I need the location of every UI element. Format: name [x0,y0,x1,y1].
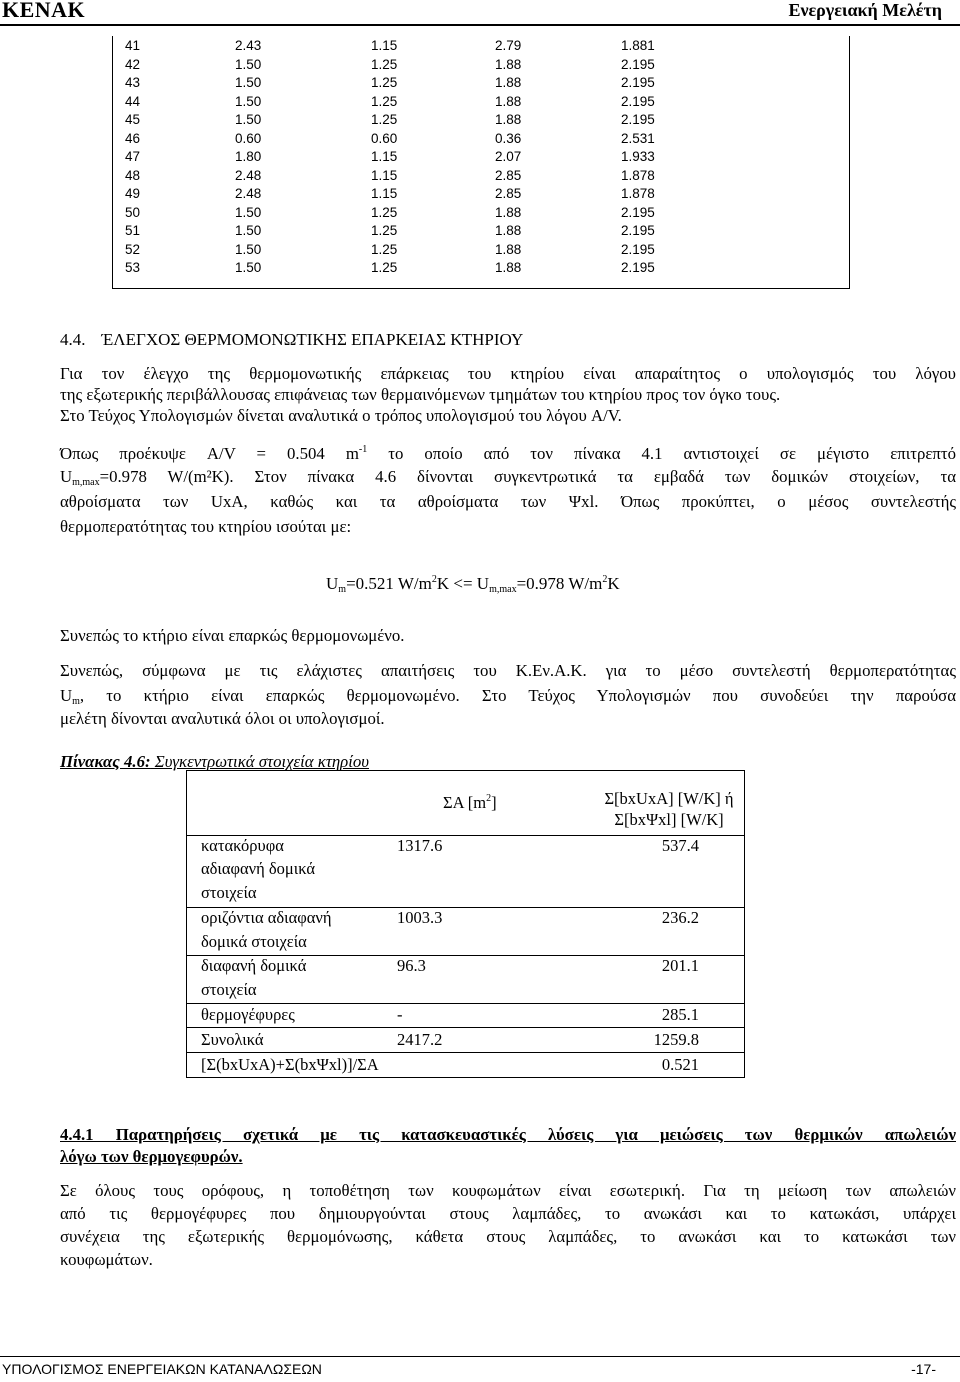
row-label: αδιαφανή δομικά [201,859,316,878]
paragraph-line: Σε όλους τους ορόφους, η τοποθέτηση των κουφωμάτων είναι εσωτερική. Για τη μείωση των απωλειών [60,1181,956,1200]
text: Όπως προέκυψε A/V = 0.504 m [60,444,359,463]
subscript: m,max [72,477,100,488]
table-row [113,38,849,57]
row-area: 1317.6 [397,836,443,855]
caption-label: Πίνακας 4.6: [60,752,151,771]
table-cell: 2.48 [235,167,262,183]
table-cell: 2.195 [621,241,655,257]
paragraph-line [60,439,956,464]
table-cell: 48 [125,167,141,183]
table-cell: 1.15 [371,38,398,53]
table-cell: 1.50 [235,241,262,257]
table-cell: 2.85 [495,167,522,183]
table-cell: 1.25 [371,56,398,72]
paragraph-line: Για τον έλεγχο της θερμομονωτικής επάρκειας του κτηρίου είναι απαραίτητος ο υπολογισμός του λόγου [60,364,956,383]
subsection-heading: 4.4.1 Παρατηρήσεις σχετικά με τις κατασκευαστικές λύσεις για μειώσεις των θερμικών απωλειών [60,1125,956,1144]
paragraph-line: κουφωμάτων. [60,1250,153,1269]
table-cell: 1.50 [235,260,262,275]
table-cell: 1.88 [495,93,522,109]
subsection-heading: λόγω των θερμογεφυρών. [60,1147,243,1166]
row-sum: 201.1 [661,956,699,975]
text: το οποίο από τον πίνακα 4.1 αντιστοιχεί σε μέγιστο επιτρεπτό [367,444,957,463]
table-cell: 2.79 [495,38,522,53]
table-cell: 1.25 [371,260,398,275]
row-label: διαφανή δομικά [201,956,307,975]
table-cell: 1.15 [371,149,398,164]
row-label: δομικά στοιχεία [201,932,307,951]
row-area: 96.3 [397,956,426,975]
table-cell: 0.60 [371,130,398,146]
table-cell: 1.881 [621,38,655,53]
row-label: [Σ(bxUxA)+Σ(bxΨxl)]/ΣΑ [201,1055,379,1074]
table-cell: 2.195 [621,75,655,90]
table-cell: 2.07 [495,149,522,164]
table-cell: 1.15 [371,186,398,201]
table-cell: 1.88 [495,260,522,275]
table-cell: 50 [125,204,141,220]
paragraph-line: της εξωτερικής περιβάλλουσας επιφάνειας των θερμαινόμενων τμημάτων του κτηρίου προς τον όγκο τους. [60,385,781,404]
table-row [113,186,849,205]
table-cell: 1.25 [371,93,398,109]
text: U [60,686,73,705]
text: , το κτήριο είναι επαρκώς θερμομονωμένο. Στο Τεύχος Υπολογισμών που συνοδεύει την παρούσα [79,686,956,705]
formula-um [326,569,826,600]
page-footer [0,1356,960,1377]
table-row [113,260,849,279]
row-sum: 1259.8 [653,1030,699,1049]
table-cell: 1.80 [235,149,262,164]
section-number: 4.4. [60,330,86,349]
table-cell: 1.25 [371,75,398,90]
text: U [326,574,339,593]
table-cell: 1.25 [371,241,398,257]
table-row [113,131,849,150]
table-cell: 1.50 [235,75,262,90]
paragraph-line [60,466,956,493]
paragraph-line: Στο Τεύχος Υπολογισμών δίνεται αναλυτικά ο τρόπος υπολογισμού του λόγου A/V. [60,406,622,425]
table-cell: 2.48 [235,186,262,201]
section-title: ΈΛΕΓΧΟΣ ΘΕΡΜΟΜΟΝΩΤΙΚΗΣ ΕΠΑΡΚΕΙΑΣ ΚΤΗΡΙΟΥ [101,330,524,349]
building-summary-table [186,770,745,1078]
table-cell: 2.531 [621,130,655,146]
table-row [113,205,849,224]
paragraph-line: θερμοπερατότητας του κτηρίου ισούται με: [60,517,352,536]
table-cell: 49 [125,186,141,201]
subscript: m,max [489,584,517,595]
header-right-title: Ενεργειακή Μελέτη [788,0,942,20]
paragraph-line: Συνεπώς το κτήριο είναι επαρκώς θερμομονωμένο. [60,626,405,645]
table-cell: 2.195 [621,260,655,275]
table-cell: 2.195 [621,112,655,127]
table-cell: 41 [125,38,141,53]
table-row [113,75,849,94]
page-header [0,0,960,26]
table-cell: 1.88 [495,75,522,90]
text: K <= U [436,574,490,593]
superscript: -1 [358,444,368,455]
table-cell: 1.88 [495,241,522,257]
row-sum: 236.2 [661,908,699,927]
text: K [607,574,620,593]
text: ] [491,793,497,812]
subscript: m [338,584,347,595]
table-cell: 1.878 [621,167,655,183]
row-sum: 537.4 [661,836,699,855]
table-cell: 2.195 [621,93,655,109]
table-row [113,94,849,113]
table-cell: 47 [125,149,141,164]
table-cell: 52 [125,241,141,257]
text: ΣA [m [443,793,487,812]
paragraph-line: από τις θερμογέφυρες που δημιουργούνται στους λαμπάδες, το ανωκάσι και το κατωκάσι, υπάρχει [60,1204,956,1223]
text: =0.978 W/(m²K). Στον πίνακα 4.6 δίνονται συγκεντρωτικά τα εμβαδά των δομικών στοιχείων, τα [99,467,956,486]
table-cell: 51 [125,223,141,238]
window-data-table [112,36,850,289]
table-cell: 1.88 [495,223,522,238]
table-cell: 2.85 [495,186,522,201]
text: U [60,467,73,486]
superscript: 2 [486,793,492,804]
row-sum: 0.521 [661,1055,699,1074]
table-row [113,149,849,168]
row-area: 1003.3 [397,908,443,927]
row-area: - [397,1005,403,1024]
table-cell: 0.36 [495,130,522,146]
text: =0.978 W/m [516,574,603,593]
table-cell: 2.43 [235,38,262,53]
table-cell: 2.195 [621,223,655,238]
superscript: 2 [602,574,608,585]
table-cell: 53 [125,260,141,275]
table-cell: 1.50 [235,56,262,72]
table-cell: 1.25 [371,223,398,238]
table-row [113,223,849,242]
text: =0.521 W/m [346,574,432,593]
table-cell: 1.50 [235,112,262,127]
header-sum-line1: Σ[bxUxA] [W/K] ή [604,789,734,808]
table-cell: 1.50 [235,204,262,220]
caption-text: Συγκεντρωτικά στοιχεία κτηρίου [150,752,369,771]
row-label: οριζόντια αδιαφανή [201,908,332,927]
subscript: m [72,696,80,707]
table-cell: 1.88 [495,204,522,220]
table-cell: 0.60 [235,130,262,146]
table-cell: 45 [125,112,141,127]
table-cell: 1.15 [371,167,398,183]
page-number: -17- [911,1361,936,1377]
table-row [113,242,849,261]
table-cell: 2.195 [621,56,655,72]
paragraph-line: αθροίσματα των UxA, καθώς και τα αθροίσματα των Ψxl. Όπως προκύπτει, ο μέσος συντελεστής [60,492,956,511]
row-label: στοιχεία [201,883,257,902]
row-divider [187,1027,744,1028]
table-cell: 1.933 [621,149,655,164]
table-row [113,168,849,187]
table-cell: 44 [125,93,141,109]
table-caption [60,751,956,772]
row-label: στοιχεία [201,980,257,999]
table-cell: 1.50 [235,93,262,109]
header-left-title: ΚΕΝΑΚ [2,0,86,22]
paragraph-line: Συνεπώς, σύμφωνα με τις ελάχιστες απαιτήσεις του Κ.Εν.Α.Κ. για το μέσο συντελεστή θερμοπερατότητας [60,661,956,680]
table-row [113,112,849,131]
table-cell: 43 [125,75,141,90]
header-area [443,788,497,813]
paragraph-line: συνέχεια της εξωτερικής θερμομόνωσης, κάθετα στους λαμπάδες, το ανωκάσι και το κατωκάσι των [60,1227,956,1246]
table-row [113,57,849,76]
row-label: κατακόρυφα [201,836,284,855]
table-cell: 1.25 [371,112,398,127]
table-cell: 46 [125,130,141,146]
row-divider [187,1052,744,1053]
row-sum: 285.1 [661,1005,699,1024]
table-cell: 1.878 [621,186,655,201]
table-cell: 1.88 [495,56,522,72]
table-cell: 1.88 [495,112,522,127]
table-cell: 1.25 [371,204,398,220]
paragraph-line: μελέτη δίνονται αναλυτικά όλοι οι υπολογισμοί. [60,709,385,728]
table-cell: 42 [125,56,141,72]
header-sum-line2: Σ[bxΨxl] [W/K] [614,810,724,829]
row-label: Συνολικά [201,1030,264,1049]
footer-title: ΥΠΟΛΟΓΙΣΜΟΣ ΕΝΕΡΓΕΙΑΚΩΝ ΚΑΤΑΝΑΛΩΣΕΩΝ [2,1361,322,1377]
section-heading-4-4 [60,330,523,349]
table-cell: 2.195 [621,204,655,220]
row-label: θερμογέφυρες [201,1005,295,1024]
table-cell: 1.50 [235,223,262,238]
superscript: 2 [431,574,437,585]
row-area: 2417.2 [397,1030,443,1049]
